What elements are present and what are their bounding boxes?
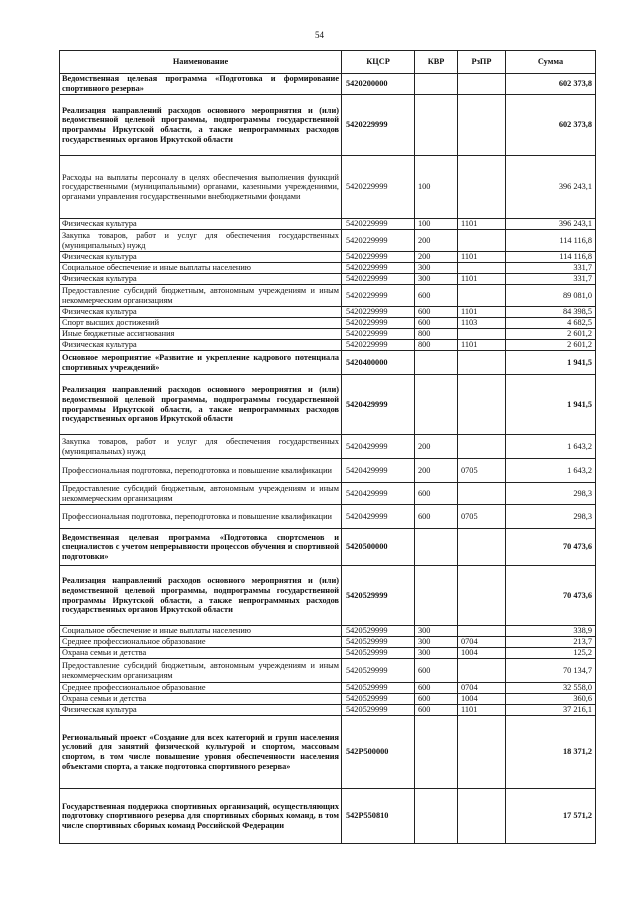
row-name: Профессиональная подготовка, переподготовка и повышение квалификации xyxy=(60,459,342,483)
table-row xyxy=(60,683,596,694)
row-kcsr: 5420529999 xyxy=(342,637,415,648)
row-kcsr: 5420229999 xyxy=(342,318,415,329)
row-rzpr: 0705 xyxy=(458,505,506,529)
row-rzpr xyxy=(458,230,506,252)
header-kcsr: КЦСР xyxy=(342,51,415,74)
row-kvr: 300 xyxy=(415,263,458,274)
row-sum: 338,9 xyxy=(506,626,596,637)
row-rzpr xyxy=(458,74,506,95)
header-kvr: КВР xyxy=(415,51,458,74)
row-name: Профессиональная подготовка, переподготовка и повышение квалификации xyxy=(60,505,342,529)
row-kcsr: 5420229999 xyxy=(342,95,415,156)
table-row xyxy=(60,505,596,529)
row-rzpr xyxy=(458,156,506,219)
row-sum: 1 643,2 xyxy=(506,435,596,459)
row-sum: 84 398,5 xyxy=(506,307,596,318)
header-rzpr: РзПР xyxy=(458,51,506,74)
table-row xyxy=(60,648,596,659)
row-kcsr: 5420500000 xyxy=(342,529,415,566)
table-row xyxy=(60,340,596,351)
row-kvr: 100 xyxy=(415,219,458,230)
row-kcsr: 5420229999 xyxy=(342,340,415,351)
row-rzpr: 1101 xyxy=(458,340,506,351)
row-rzpr xyxy=(458,716,506,789)
row-kcsr: 5420229999 xyxy=(342,263,415,274)
table-row xyxy=(60,351,596,375)
row-kcsr: 542P550810 xyxy=(342,789,415,844)
row-kcsr: 5420429999 xyxy=(342,435,415,459)
row-kcsr: 5420529999 xyxy=(342,648,415,659)
row-name: Предоставление субсидий бюджетным, автономным учреждениям и иным некоммерческим организациям xyxy=(60,483,342,505)
table-row xyxy=(60,219,596,230)
row-rzpr: 1103 xyxy=(458,318,506,329)
row-kvr: 600 xyxy=(415,683,458,694)
table-row xyxy=(60,375,596,435)
row-kvr: 800 xyxy=(415,329,458,340)
row-name: Физическая культура xyxy=(60,705,342,716)
table-row xyxy=(60,230,596,252)
row-kcsr: 5420529999 xyxy=(342,683,415,694)
row-rzpr xyxy=(458,351,506,375)
table-row xyxy=(60,252,596,263)
row-name: Ведомственная целевая программа «Подготовка спортсменов и специалистов с учетом непрерывности процессов обучения и спортивной подготовки» xyxy=(60,529,342,566)
row-name: Социальное обеспечение и иные выплаты населению xyxy=(60,263,342,274)
row-kcsr: 5420529999 xyxy=(342,626,415,637)
row-name: Расходы на выплаты персоналу в целях обеспечения выполнения функций государственными (муниципальными) органами, казенными учреждениями, органами управления государственными внебюджетными фондами xyxy=(60,156,342,219)
row-kcsr: 5420529999 xyxy=(342,705,415,716)
table-row xyxy=(60,435,596,459)
table-row xyxy=(60,318,596,329)
table-row xyxy=(60,637,596,648)
row-rzpr: 1101 xyxy=(458,705,506,716)
table-row xyxy=(60,263,596,274)
row-name: Физическая культура xyxy=(60,274,342,285)
row-kvr: 300 xyxy=(415,274,458,285)
row-rzpr: 1101 xyxy=(458,274,506,285)
row-name: Физическая культура xyxy=(60,340,342,351)
row-kvr: 600 xyxy=(415,705,458,716)
row-name: Закупка товаров, работ и услуг для обеспечения государственных (муниципальных) нужд xyxy=(60,435,342,459)
row-kvr: 600 xyxy=(415,318,458,329)
row-kvr: 300 xyxy=(415,648,458,659)
row-sum: 298,3 xyxy=(506,483,596,505)
table-row xyxy=(60,483,596,505)
row-name: Физическая культура xyxy=(60,219,342,230)
row-kvr xyxy=(415,789,458,844)
row-name: Реализация направлений расходов основного мероприятия и (или) ведомственной целевой программы, подпрограммы государственной программы Иркутской области, а также непрограммных расходов государственных органов Иркутской области xyxy=(60,375,342,435)
row-sum: 37 216,1 xyxy=(506,705,596,716)
row-sum: 89 081,0 xyxy=(506,285,596,307)
row-sum: 331,7 xyxy=(506,263,596,274)
row-name: Физическая культура xyxy=(60,252,342,263)
row-kvr: 600 xyxy=(415,694,458,705)
row-name: Охрана семьи и детства xyxy=(60,648,342,659)
row-sum: 32 558,0 xyxy=(506,683,596,694)
row-kcsr: 5420229999 xyxy=(342,252,415,263)
row-rzpr xyxy=(458,659,506,683)
table-row xyxy=(60,566,596,626)
budget-table xyxy=(59,50,596,844)
row-rzpr: 1004 xyxy=(458,694,506,705)
row-kcsr: 5420229999 xyxy=(342,219,415,230)
row-kcsr: 5420229999 xyxy=(342,329,415,340)
row-name: Иные бюджетные ассигнования xyxy=(60,329,342,340)
row-sum: 17 571,2 xyxy=(506,789,596,844)
row-rzpr: 1101 xyxy=(458,252,506,263)
row-sum: 396 243,1 xyxy=(506,156,596,219)
row-rzpr xyxy=(458,435,506,459)
row-kcsr: 5420229999 xyxy=(342,285,415,307)
row-kcsr: 5420529999 xyxy=(342,659,415,683)
table-row xyxy=(60,74,596,95)
table-row xyxy=(60,156,596,219)
table-row xyxy=(60,705,596,716)
row-kvr: 300 xyxy=(415,637,458,648)
table-row xyxy=(60,659,596,683)
row-rzpr: 1101 xyxy=(458,219,506,230)
row-name: Предоставление субсидий бюджетным, автономным учреждениям и иным некоммерческим организациям xyxy=(60,285,342,307)
table-row xyxy=(60,716,596,789)
row-rzpr: 0705 xyxy=(458,459,506,483)
row-sum: 298,3 xyxy=(506,505,596,529)
row-name: Физическая культура xyxy=(60,307,342,318)
row-kcsr: 5420200000 xyxy=(342,74,415,95)
row-rzpr xyxy=(458,789,506,844)
table-row xyxy=(60,95,596,156)
row-kvr: 200 xyxy=(415,435,458,459)
row-name: Реализация направлений расходов основного мероприятия и (или) ведомственной целевой программы, подпрограммы государственной программы Иркутской области, а также непрограммных расходов государственных органов Иркутской области xyxy=(60,95,342,156)
table-row xyxy=(60,285,596,307)
row-sum: 360,6 xyxy=(506,694,596,705)
row-kvr: 600 xyxy=(415,285,458,307)
row-rzpr xyxy=(458,329,506,340)
row-sum: 70 473,6 xyxy=(506,529,596,566)
table-row xyxy=(60,459,596,483)
table-row xyxy=(60,529,596,566)
row-rzpr xyxy=(458,566,506,626)
row-sum: 331,7 xyxy=(506,274,596,285)
table-row xyxy=(60,789,596,844)
row-name: Региональный проект «Создание для всех категорий и групп населения условий для занятий физической культурой и спортом, массовым спортом, в том числе повышение уровня обеспеченности населения объектами спорта, а также подготовка спортивного резерва» xyxy=(60,716,342,789)
row-kcsr: 5420429999 xyxy=(342,505,415,529)
row-kvr: 100 xyxy=(415,156,458,219)
row-name: Реализация направлений расходов основного мероприятия и (или) ведомственной целевой программы, подпрограммы государственной программы Иркутской области, а также непрограммных расходов государственных органов Иркутской области xyxy=(60,566,342,626)
row-sum: 125,2 xyxy=(506,648,596,659)
row-sum: 213,7 xyxy=(506,637,596,648)
row-sum: 2 601,2 xyxy=(506,329,596,340)
row-kvr: 300 xyxy=(415,626,458,637)
row-rzpr xyxy=(458,483,506,505)
row-sum: 602 373,8 xyxy=(506,95,596,156)
row-name: Закупка товаров, работ и услуг для обеспечения государственных (муниципальных) нужд xyxy=(60,230,342,252)
row-name: Охрана семьи и детства xyxy=(60,694,342,705)
row-rzpr: 1004 xyxy=(458,648,506,659)
row-kcsr: 5420229999 xyxy=(342,307,415,318)
row-sum: 4 682,5 xyxy=(506,318,596,329)
row-kvr xyxy=(415,95,458,156)
table-row xyxy=(60,329,596,340)
row-rzpr xyxy=(458,529,506,566)
row-kvr: 600 xyxy=(415,483,458,505)
row-rzpr: 0704 xyxy=(458,637,506,648)
header-row xyxy=(60,51,596,74)
row-kcsr: 5420400000 xyxy=(342,351,415,375)
row-sum: 602 373,8 xyxy=(506,74,596,95)
row-name: Социальное обеспечение и иные выплаты населению xyxy=(60,626,342,637)
table-row xyxy=(60,694,596,705)
row-kvr: 200 xyxy=(415,252,458,263)
row-kvr xyxy=(415,74,458,95)
row-kcsr: 5420229999 xyxy=(342,274,415,285)
row-rzpr: 0704 xyxy=(458,683,506,694)
row-kvr: 600 xyxy=(415,307,458,318)
row-kcsr: 5420429999 xyxy=(342,483,415,505)
row-sum: 114 116,8 xyxy=(506,230,596,252)
row-name: Спорт высших достижений xyxy=(60,318,342,329)
row-kcsr: 5420429999 xyxy=(342,459,415,483)
row-rzpr xyxy=(458,95,506,156)
row-sum: 396 243,1 xyxy=(506,219,596,230)
row-kvr: 600 xyxy=(415,505,458,529)
table-row xyxy=(60,274,596,285)
row-kvr xyxy=(415,716,458,789)
row-rzpr: 1101 xyxy=(458,307,506,318)
row-kvr xyxy=(415,351,458,375)
row-sum: 114 116,8 xyxy=(506,252,596,263)
row-name: Среднее профессиональное образование xyxy=(60,683,342,694)
row-rzpr xyxy=(458,263,506,274)
row-rzpr xyxy=(458,375,506,435)
row-kcsr: 5420529999 xyxy=(342,694,415,705)
table-row xyxy=(60,307,596,318)
row-sum: 1 941,5 xyxy=(506,375,596,435)
table-row xyxy=(60,626,596,637)
header-name: Наименование xyxy=(60,51,342,74)
row-kcsr: 542P500000 xyxy=(342,716,415,789)
row-kcsr: 5420429999 xyxy=(342,375,415,435)
row-sum: 18 371,2 xyxy=(506,716,596,789)
header-sum: Сумма xyxy=(506,51,596,74)
row-sum: 1 643,2 xyxy=(506,459,596,483)
page-number: 54 xyxy=(315,30,324,40)
row-kvr xyxy=(415,566,458,626)
row-sum: 70 473,6 xyxy=(506,566,596,626)
row-kvr: 800 xyxy=(415,340,458,351)
row-sum: 2 601,2 xyxy=(506,340,596,351)
row-name: Основное мероприятие «Развитие и укрепление кадрового потенциала спортивных учреждений» xyxy=(60,351,342,375)
row-name: Среднее профессиональное образование xyxy=(60,637,342,648)
row-name: Государственная поддержка спортивных организаций, осуществляющих подготовку спортивного резерва для спортивных сборных команд, в том числе спортивных сборных команд Российской Федерации xyxy=(60,789,342,844)
row-kcsr: 5420229999 xyxy=(342,230,415,252)
row-kcsr: 5420529999 xyxy=(342,566,415,626)
row-kvr xyxy=(415,375,458,435)
row-kvr: 200 xyxy=(415,230,458,252)
row-kvr xyxy=(415,529,458,566)
row-kvr: 200 xyxy=(415,459,458,483)
row-kcsr: 5420229999 xyxy=(342,156,415,219)
row-rzpr xyxy=(458,285,506,307)
row-name: Ведомственная целевая программа «Подготовка и формирование спортивного резерва» xyxy=(60,74,342,95)
row-name: Предоставление субсидий бюджетным, автономным учреждениям и иным некоммерческим организациям xyxy=(60,659,342,683)
row-rzpr xyxy=(458,626,506,637)
table-body xyxy=(60,74,596,844)
row-kvr: 600 xyxy=(415,659,458,683)
row-sum: 1 941,5 xyxy=(506,351,596,375)
row-sum: 70 134,7 xyxy=(506,659,596,683)
